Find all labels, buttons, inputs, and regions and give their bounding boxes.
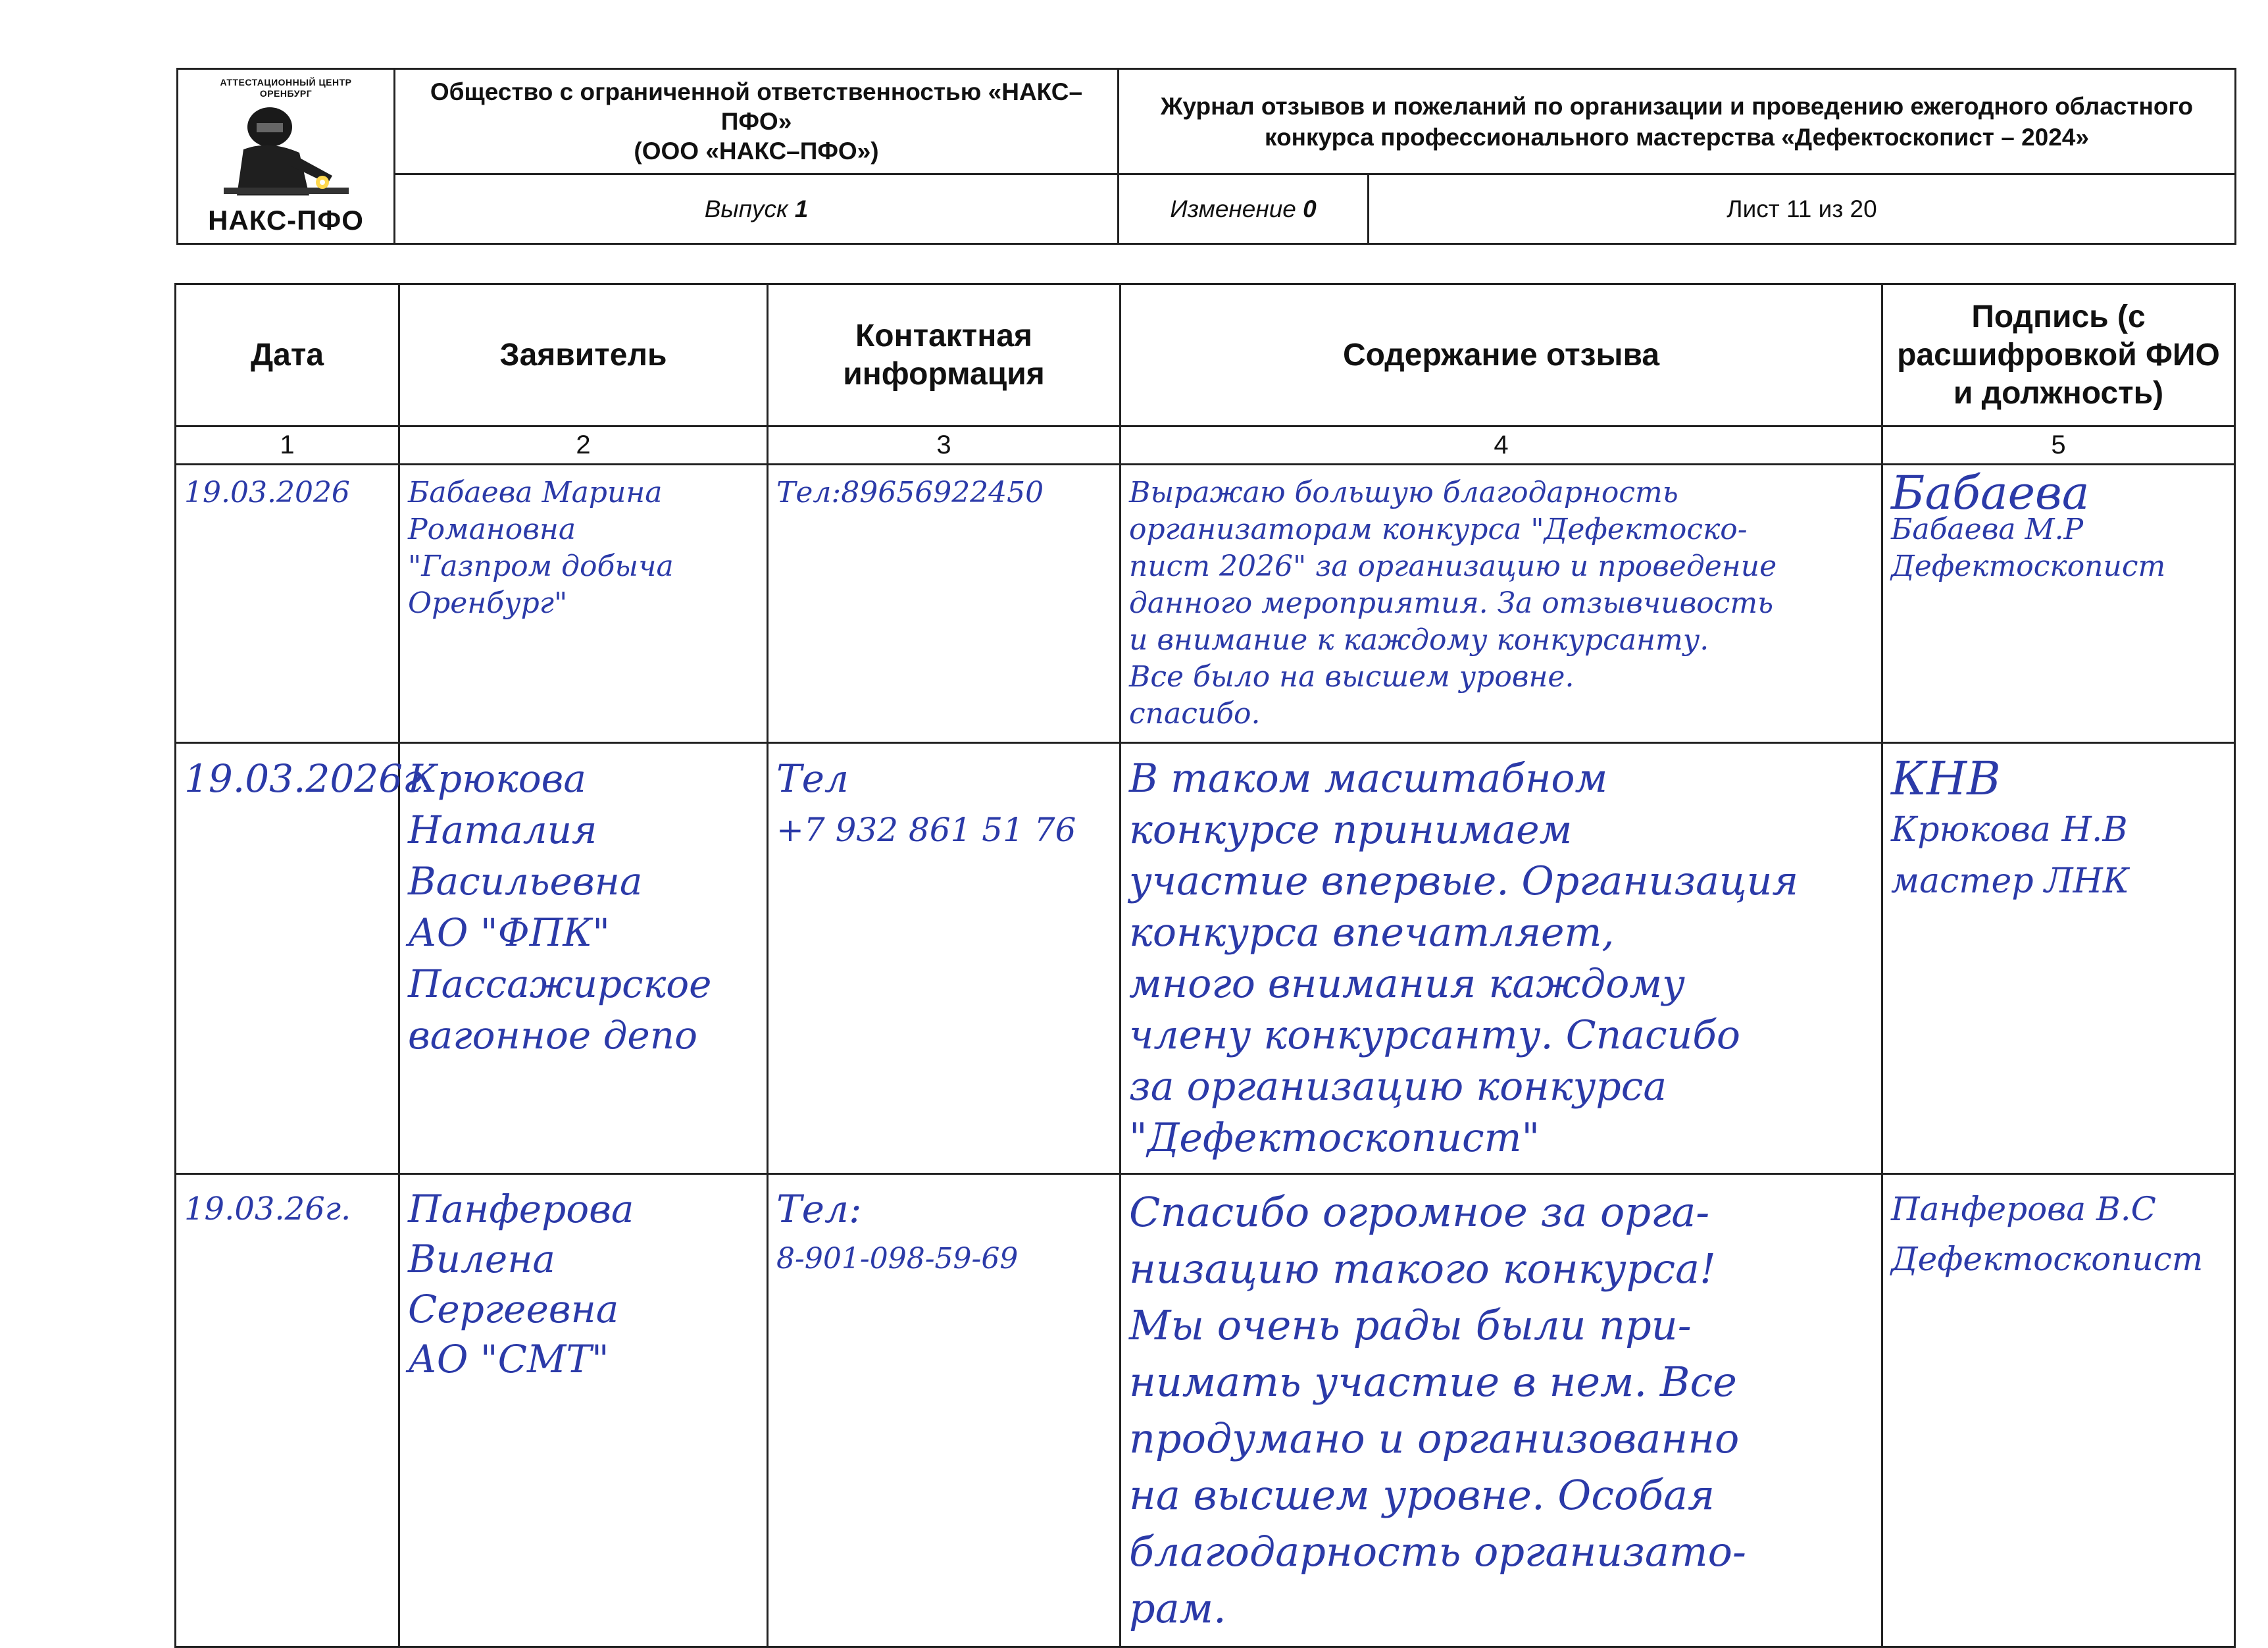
entry-contact: Тел:89656922450 (768, 465, 1121, 743)
entry-applicant: Панферова Вилена Сергеевна АО "СМТ" (399, 1174, 768, 1647)
logo-cell (178, 69, 395, 244)
issue-cell (395, 174, 1119, 244)
change-label: Изменение (1170, 195, 1296, 222)
logo-top-text: АТТЕСТАЦИОННЫЙ ЦЕНТР ОРЕНБУРГ (220, 76, 352, 99)
document-header (176, 68, 2236, 245)
table-row (176, 1174, 2235, 1647)
column-number-row (176, 426, 2235, 465)
entry-signature: КНВ Крюкова Н.В мастер ЛНК (1882, 743, 2235, 1174)
issue-label: Выпуск (704, 195, 788, 222)
sheet-number: Лист 11 из 20 (1369, 174, 2236, 244)
col-number: 1 (176, 426, 399, 465)
entry-contact: Тел +7 932 861 51 76 (768, 743, 1121, 1174)
journal-title: Журнал отзывов и пожеланий по организации и проведению ежегодного областного конкурса профессионального мастерства «Дефектоскопист – 2024» (1119, 69, 2236, 174)
organization-name (395, 69, 1119, 174)
org-line-1: Общество с ограниченной ответственностью «НАКС– (430, 78, 1083, 105)
entry-applicant: Бабаева Марина Романовна "Газпром добыча Оренбург" (399, 465, 768, 743)
entry-date: 19.03.2026г (176, 743, 399, 1174)
entry-signature: Бабаева Бабаева М.Р Дефектоскопист (1882, 465, 2235, 743)
col-header-applicant: Заявитель (399, 284, 768, 426)
welder-logo-icon (217, 103, 355, 202)
change-value: 0 (1303, 195, 1317, 222)
col-number: 2 (399, 426, 768, 465)
col-number: 5 (1882, 426, 2235, 465)
col-header-contact: Контактная информация (768, 284, 1121, 426)
entry-date: 19.03.26г. (176, 1174, 399, 1647)
entry-feedback: Спасибо огромное за орга- низацию такого конкурса! Мы очень рады были при- нимать участие в нем. Все продумано и организованно на высшем уровне. Особая благодарность организато- рам. (1121, 1174, 1882, 1647)
org-line-3: (ООО «НАКС–ПФО») (634, 138, 879, 165)
feedback-table (174, 283, 2236, 1648)
table-row (176, 743, 2235, 1174)
entry-contact: Тел: 8-901-098-59-69 (768, 1174, 1121, 1647)
handwritten-signature: КНВ (1891, 752, 2001, 806)
entry-feedback: В таком масштабном конкурсе принимаем участие впервые. Организация конкурса впечатляет, много внимания каждому члену конкурсанту. Спасибо за организацию конкурса "Дефектоскопист" (1121, 743, 1882, 1174)
col-header-date: Дата (176, 284, 399, 426)
table-row (176, 465, 2235, 743)
col-number: 4 (1121, 426, 1882, 465)
logo-name: НАКС-ПФО (208, 204, 364, 236)
header-row (176, 284, 2235, 426)
org-line-2: ПФО» (720, 108, 792, 135)
col-number: 3 (768, 426, 1121, 465)
entry-feedback: Выражаю большую благодарность организаторам конкурса "Дефектоско- пист 2026" за организацию и проведение данного мероприятия. За отзывчивость и внимание к каждому конкурсанту. Все было на высшем уровне. спасибо. (1121, 465, 1882, 743)
handwritten-signature: Бабаева (1891, 466, 2090, 520)
entry-signature: Панферова В.С Дефектоскопист (1882, 1174, 2235, 1647)
entry-applicant: Крюкова Наталия Васильевна АО "ФПК" Пассажирское вагонное депо (399, 743, 768, 1174)
issue-value: 1 (794, 195, 809, 222)
entry-date: 19.03.2026 (176, 465, 399, 743)
col-header-signature: Подпись (с расшифровкой ФИО и должность) (1882, 284, 2235, 426)
col-header-feedback: Содержание отзыва (1121, 284, 1882, 426)
change-cell (1119, 174, 1369, 244)
